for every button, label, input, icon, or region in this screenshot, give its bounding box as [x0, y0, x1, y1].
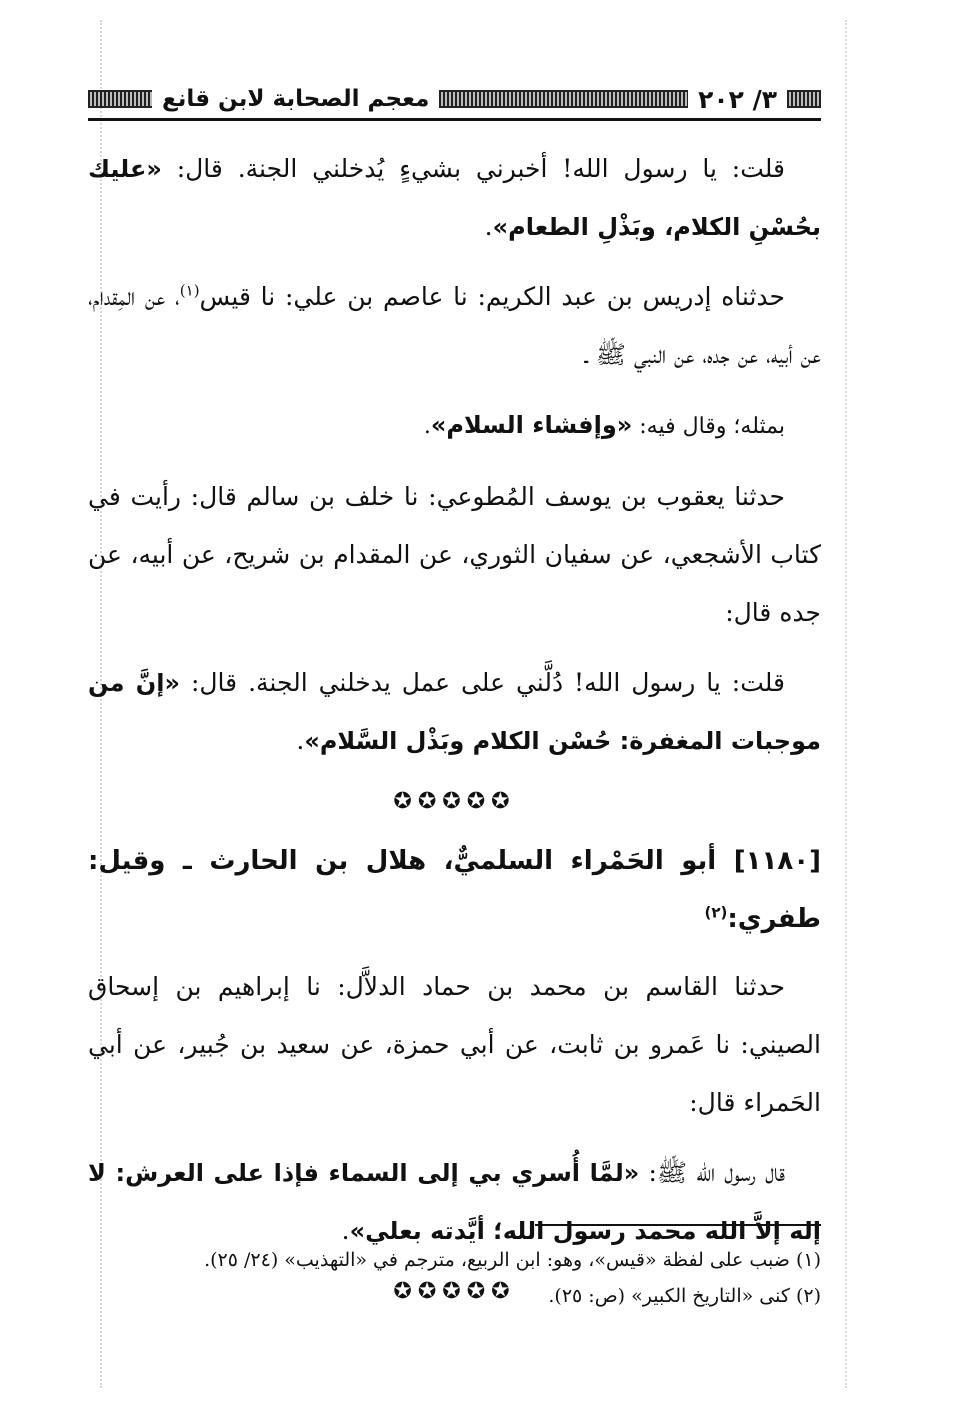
paragraph-5: قلت: يا رسول الله! دُلَّني على عمل يدخلني الجنة. قال: «إنَّ من موجبات المغفرة: حُسْن الكلام وبَذْل السَّلام». — [88, 668, 821, 755]
section-separator: ✪✪✪✪✪ — [393, 789, 516, 814]
page-number: ٣/ ٢٠٢ — [698, 84, 777, 114]
paragraph-text: قلت: يا رسول الله! دُلَّني على عمل يدخلني الجنة. قال: — [180, 668, 785, 697]
footnote-ref-2[interactable]: (٢) — [704, 903, 728, 922]
footnote-1: (١) ضبب على لفظة «قيس»، وهو: ابن الربيع، مترجم في «التهذيب» (٢٤/ ٢٥). — [204, 1249, 821, 1271]
paragraph-7: قال رسول الله ﷺ: «لمَّا أُسري بي إلى السماء فإذا على العرش: لا إله إلاَّ الله محمد رسول الله؛ أيَّدته بعلي». — [88, 1158, 821, 1245]
paragraph-text: ، عن المِقدام، عن أبيه، عن جده، عن النبي ﷺ ـ — [88, 282, 821, 369]
header-rule — [88, 118, 821, 121]
footnotes — [88, 1242, 821, 1314]
paragraph-text: قلت: يا رسول الله! أخبرني بشيءٍ يُدخلني الجنة. قال: — [161, 154, 785, 183]
margin-dots-right — [845, 20, 847, 1388]
footnote-rule — [535, 1224, 821, 1226]
paragraph-2 — [88, 268, 821, 384]
hadith-quote: «إنَّ من موجبات المغفرة: حُسْن الكلام وبَذْل السَّلام» — [88, 669, 821, 755]
hadith-quote: «لمَّا أُسري بي إلى السماء فإذا على العرش: لا إله إلاَّ الله محمد رسول الله؛ أيَّدته بعلي» — [88, 1159, 821, 1245]
header-ornament-right — [787, 90, 821, 108]
paragraph-1: قلت: يا رسول الله! أخبرني بشيءٍ يُدخلني الجنة. قال: «عليك بحُسْنِ الكلام، وبَذْلِ الطعام». — [88, 154, 821, 241]
section-separator-2: ✪✪✪✪✪ — [393, 1279, 516, 1304]
entry-heading — [88, 832, 821, 948]
page-body — [88, 140, 821, 1322]
paragraph-text: قال رسول الله ﷺ: — [639, 1158, 785, 1187]
hadith-quote: «عليك بحُسْنِ الكلام، وبَذْلِ الطعام» — [88, 155, 821, 241]
entry-heading-text: [١١٨٠] أبو الحَمْراء السلميٌّ، هلال بن الحارث ـ وقيل: طفري: — [88, 846, 821, 934]
paragraph-6 — [88, 958, 821, 1132]
paragraph-3: بمثله؛ وقال فيه: «وإفشاء السلام». — [423, 411, 785, 439]
hadith-quote: «وإفشاء السلام» — [430, 411, 633, 439]
book-title: معجم الصحابة لابن قانع — [162, 86, 430, 112]
paragraph-text: بمثله؛ وقال فيه: — [632, 414, 785, 439]
paragraph-text: حدثنا القاسم بن محمد بن حماد الدلاَّل: نا إبراهيم بن إسحاق الصيني: نا عَمرو بن ثابت، عن أبي حمزة، عن سعيد بن جُبير، عن أبي الحَمراء قال: — [88, 972, 821, 1117]
footnote-2: (٢) كنى «التاريخ الكبير» (ص: ٢٥). — [548, 1285, 821, 1307]
paragraph-text: حدثناه إدريس بن عبد الكريم: نا عاصم بن علي: نا قيس — [199, 282, 786, 311]
footnote-ref-1[interactable]: (١) — [179, 281, 200, 300]
paragraph-text: حدثنا يعقوب بن يوسف المُطوعي: نا خلف بن سالم قال: رأيت في كتاب الأشجعي، عن سفيان الثوري، عن المقدام بن شريح، عن أبيه، عن جده قال: — [88, 482, 821, 627]
paragraph-4 — [88, 468, 821, 642]
header-ornament-middle — [439, 90, 688, 108]
header-ornament-left — [88, 90, 152, 108]
page-header — [88, 84, 821, 114]
